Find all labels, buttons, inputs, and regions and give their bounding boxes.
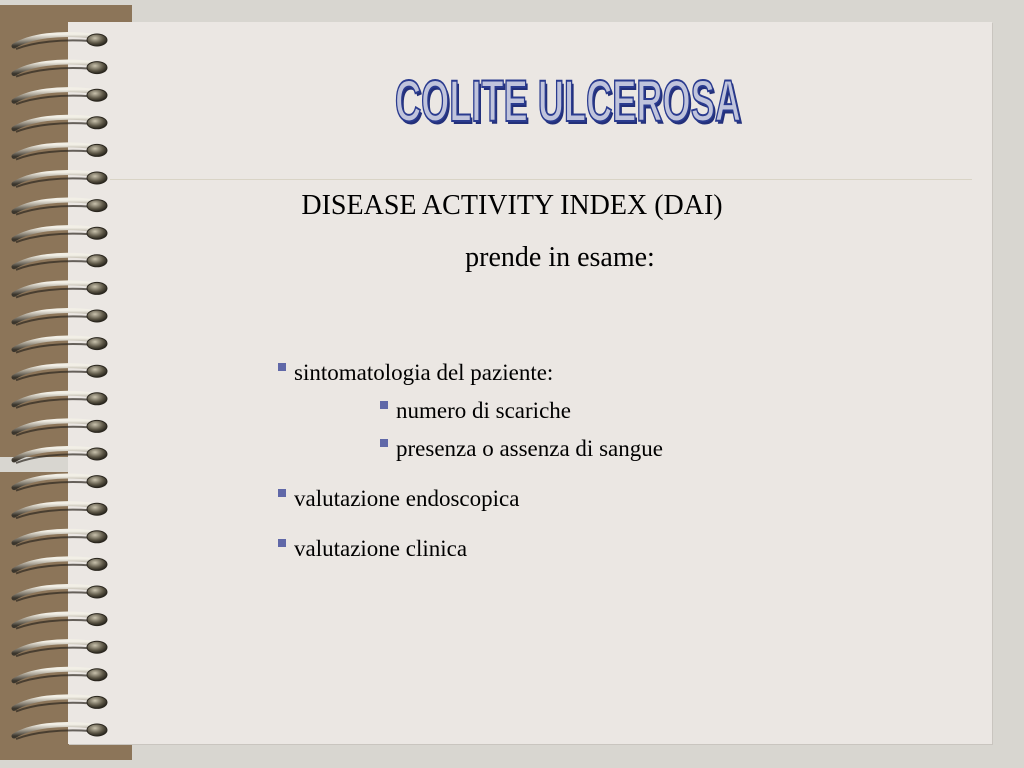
divider-line <box>110 179 972 180</box>
square-bullet-icon <box>380 401 388 409</box>
square-bullet-icon <box>380 439 388 447</box>
list-item-text: valutazione clinica <box>294 536 468 561</box>
spiral-ring-icon <box>14 227 107 242</box>
spiral-ring-icon <box>14 282 107 297</box>
list-item-text: numero di scariche <box>396 398 571 423</box>
spiral-ring-icon <box>14 338 107 353</box>
spiral-ring-icon <box>14 310 107 325</box>
list-item-text: sintomatologia del paziente: <box>294 360 554 385</box>
list-item <box>278 536 467 562</box>
spiral-ring-icon <box>14 365 107 380</box>
spiral-ring-icon <box>14 531 107 546</box>
square-bullet-icon <box>278 489 286 497</box>
slide-title <box>383 42 753 142</box>
spiral-ring-icon <box>14 476 107 491</box>
spiral-binding <box>0 0 140 768</box>
spiral-ring-icon <box>14 393 107 408</box>
spiral-ring-icon <box>14 117 107 132</box>
spiral-ring-icon <box>14 696 107 711</box>
square-bullet-icon <box>278 363 286 371</box>
spiral-ring-icon <box>14 641 107 656</box>
spiral-ring-icon <box>14 420 107 435</box>
slide-title-shadow: COLITE ULCEROSA <box>397 72 743 137</box>
spiral-ring-icon <box>14 669 107 684</box>
slide-title-text: COLITE ULCEROSA <box>395 69 741 134</box>
list-item-text: valutazione endoscopica <box>294 486 520 511</box>
list-item <box>278 486 519 512</box>
list-item <box>278 360 553 386</box>
spiral-ring-icon <box>14 614 107 629</box>
list-item <box>380 436 663 462</box>
spiral-ring-icon <box>14 62 107 77</box>
list-item <box>380 398 571 424</box>
dai-subheading: prende in esame: <box>465 242 655 273</box>
spiral-ring-icon <box>14 89 107 104</box>
spiral-ring-icon <box>14 144 107 159</box>
spiral-ring-icon <box>14 172 107 187</box>
spiral-ring-icon <box>14 558 107 573</box>
spiral-ring-icon <box>14 586 107 601</box>
spiral-ring-icon <box>14 34 107 49</box>
dai-heading: DISEASE ACTIVITY INDEX (DAI) <box>301 190 723 221</box>
spiral-ring-icon <box>14 503 107 518</box>
spiral-ring-icon <box>14 724 107 739</box>
list-item-text: presenza o assenza di sangue <box>396 436 663 461</box>
spiral-ring-icon <box>14 448 107 463</box>
square-bullet-icon <box>278 539 286 547</box>
